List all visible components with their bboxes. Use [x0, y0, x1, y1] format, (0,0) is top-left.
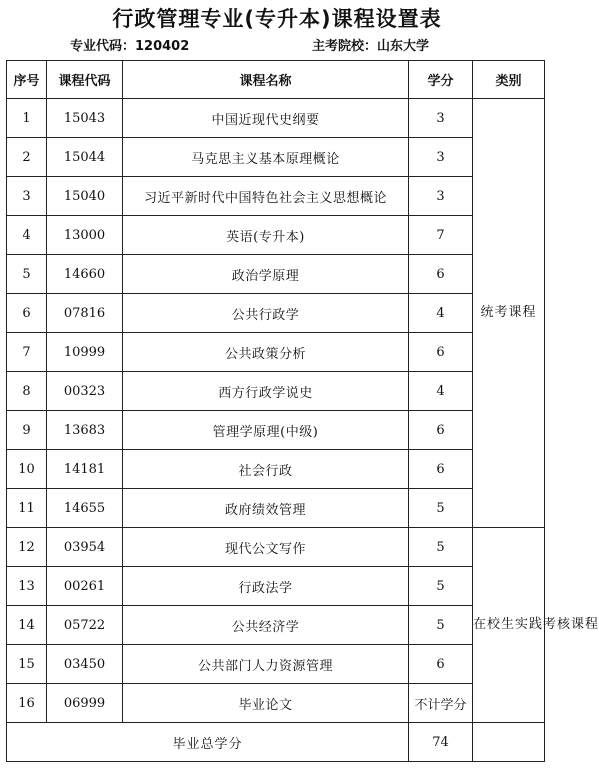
table-row — [7, 450, 545, 489]
cell-name: 习近平新时代中国特色社会主义思想概论 — [123, 177, 409, 216]
exam-school: 主考院校：山东大学 — [312, 39, 430, 54]
table-header-row — [7, 61, 545, 99]
cell-name: 马克思主义基本原理概论 — [123, 138, 409, 177]
cell-code: 00323 — [47, 372, 123, 411]
category-unified: 统考课程 — [473, 99, 545, 528]
table-row — [7, 333, 545, 372]
cell-code: 15040 — [47, 177, 123, 216]
cell-credit: 6 — [409, 255, 473, 294]
table-row — [7, 216, 545, 255]
cell-seq: 5 — [7, 255, 47, 294]
cell-code: 13000 — [47, 216, 123, 255]
cell-name: 管理学原理(中级) — [123, 411, 409, 450]
cell-name: 公共政策分析 — [123, 333, 409, 372]
total-credits-label: 毕业总学分 — [7, 723, 409, 762]
table-row — [7, 606, 545, 645]
cell-credit: 5 — [409, 489, 473, 528]
table-row — [7, 99, 545, 138]
cell-name: 公共部门人力资源管理 — [123, 645, 409, 684]
cell-credit: 5 — [409, 606, 473, 645]
cell-credit: 3 — [409, 99, 473, 138]
cell-credit: 4 — [409, 294, 473, 333]
cell-seq: 1 — [7, 99, 47, 138]
major-code: 专业代码：120402 — [70, 39, 190, 54]
cell-credit: 3 — [409, 177, 473, 216]
cell-code: 15043 — [47, 99, 123, 138]
header-credit: 学分 — [409, 61, 473, 99]
cell-seq: 15 — [7, 645, 47, 684]
cell-name: 行政法学 — [123, 567, 409, 606]
cell-code: 07816 — [47, 294, 123, 333]
category-school-practice: 在校生实践考核课程 — [473, 528, 545, 723]
cell-seq: 8 — [7, 372, 47, 411]
cell-seq: 14 — [7, 606, 47, 645]
header-code: 课程代码 — [47, 61, 123, 99]
table-row — [7, 138, 545, 177]
cell-name: 公共经济学 — [123, 606, 409, 645]
header-name: 课程名称 — [123, 61, 409, 99]
cell-name: 政府绩效管理 — [123, 489, 409, 528]
cell-code: 14660 — [47, 255, 123, 294]
table-row — [7, 177, 545, 216]
cell-name: 英语(专升本) — [123, 216, 409, 255]
cell-code: 00261 — [47, 567, 123, 606]
cell-seq: 3 — [7, 177, 47, 216]
table-row — [7, 567, 545, 606]
cell-seq: 16 — [7, 684, 47, 723]
table-row — [7, 684, 545, 723]
cell-credit: 6 — [409, 411, 473, 450]
cell-seq: 4 — [7, 216, 47, 255]
total-category-empty — [473, 723, 545, 762]
cell-seq: 7 — [7, 333, 47, 372]
cell-name: 政治学原理 — [123, 255, 409, 294]
cell-code: 14655 — [47, 489, 123, 528]
cell-code: 13683 — [47, 411, 123, 450]
page-title: 行政管理专业(专升本)课程设置表 — [112, 7, 442, 31]
cell-name: 西方行政学说史 — [123, 372, 409, 411]
table-row — [7, 489, 545, 528]
cell-code: 15044 — [47, 138, 123, 177]
cell-credit: 6 — [409, 645, 473, 684]
cell-code: 03450 — [47, 645, 123, 684]
header-seq: 序号 — [7, 61, 47, 99]
course-table — [6, 60, 599, 762]
cell-code: 14181 — [47, 450, 123, 489]
cell-seq: 11 — [7, 489, 47, 528]
table-row — [7, 372, 545, 411]
cell-code: 03954 — [47, 528, 123, 567]
table-row — [7, 645, 545, 684]
cell-seq: 13 — [7, 567, 47, 606]
cell-name: 社会行政 — [123, 450, 409, 489]
cell-code: 06999 — [47, 684, 123, 723]
cell-credit: 5 — [409, 528, 473, 567]
cell-seq: 12 — [7, 528, 47, 567]
cell-name: 现代公文写作 — [123, 528, 409, 567]
cell-credit: 不计学分 — [409, 684, 473, 723]
total-row — [7, 723, 545, 762]
cell-credit: 5 — [409, 567, 473, 606]
table-row — [7, 411, 545, 450]
cell-seq: 10 — [7, 450, 47, 489]
cell-credit: 6 — [409, 333, 473, 372]
cell-code: 05722 — [47, 606, 123, 645]
table-row — [7, 294, 545, 333]
cell-seq: 9 — [7, 411, 47, 450]
cell-seq: 6 — [7, 294, 47, 333]
table-row — [7, 528, 545, 567]
cell-name: 公共行政学 — [123, 294, 409, 333]
cell-code: 10999 — [47, 333, 123, 372]
cell-credit: 4 — [409, 372, 473, 411]
cell-credit: 7 — [409, 216, 473, 255]
cell-name: 毕业论文 — [123, 684, 409, 723]
total-credits-value: 74 — [409, 723, 473, 762]
cell-seq: 2 — [7, 138, 47, 177]
cell-credit: 3 — [409, 138, 473, 177]
header-category: 类别 — [473, 61, 545, 99]
cell-name: 中国近现代史纲要 — [123, 99, 409, 138]
cell-credit: 6 — [409, 450, 473, 489]
table-row — [7, 255, 545, 294]
